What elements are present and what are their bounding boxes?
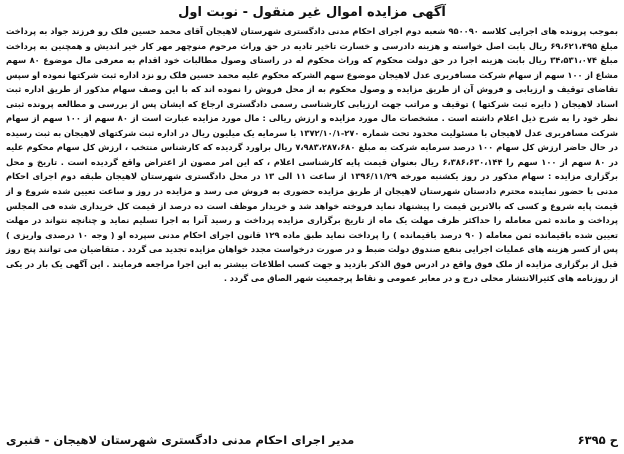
notice-code: ح ۶۳۹۵ <box>577 433 618 447</box>
notice-title: آگهی مزایده اموال غیر منقول - نوبت اول <box>178 5 446 20</box>
notice-signature: مدیر اجرای احکام مدنی دادگستری شهرستان لاهیجان - قنبری <box>6 433 355 447</box>
notice-footer <box>6 431 618 449</box>
notice-body: بموجب پرونده های اجرایی کلاسه ۹۵۰۰۹۰ شعبه دوم اجرای احکام مدنی دادگستری شهرستان لاهیجان آقای محمد حسین فلک رو فرزند جواد به پرداخت مبلغ ۶۹،۶۲۱،۴۹۵ ریال بابت اصل خواسته و هزینه دادرسی و خسارت تاخیر تادیه در حق وراث مرحوم منوچهر مهر کار خیر اندیش و همچنین به پرداخت مبلغ ۳۴،۵۳۱،۰۷۴ ریال بابت هزینه اجرا در حق دولت محکوم که وراث محکوم له در راستای وصول مطالبات خود اقدام به معرفی مال موضوع ۸۰ سهم مشاع از ۱۰۰ سهم از سهام شرکت مسافربری عدل لاهیجان موضوع سهم الشرکه محکوم علیه محمد حسین فلک رو نزد اداره ثبت شرکتها نموده او سپس تقاضای توقیف و ارزیابی و فروش آن از طریق مزایده و وصول محکوم به از محل فروش را نموده اند که با این وصف سهام مذکور از طریق اداره ثبت اسناد لاهیجان ( دایره ثبت شرکتها ) توقیف و مراتب جهت ارزیابی کارشناسی رسمی دادگستری ارجاع که ایشان پس از بررسی و مطالعه پرونده ثبتی نظر خود را به شرح ذیل اعلام داشته است . مشخصات مال مورد مزایده و ارزش ریالی : مال مورد مزایده عبارت است از ۸۰ سهم از ۱۰۰ سهم از سهام شرکت مسافربری عدل لاهیجان با مسئولیت محدود تحت شماره ۲۷۰-۱۳۷۲/۱۰/۱ با سرمایه یک میلیون ریال در اداره ثبت شرکتهای لاهیجان به ثبت رسیده در حال حاضر ارزش کل سهام ۱۰۰ درصد سرمایه شرکت به مبلغ ۷،۹۸۳،۲۸۷،۶۸۰ ریال براورد گردیده که کارشناس منتخب ، ارزش کل سهام محکوم علیه در ۸۰ سهم از ۱۰۰ سهم را ۶،۳۸۶،۶۳۰،۱۴۴ ریال بعنوان قیمت پایه کارشناسی اعلام ، که این امر مصون از اعتراض واقع گردیده است . تاریخ و محل برگزاری مزایده : سهام مذکور در روز یکشنبه مورخه ۱۳۹۶/۱۱/۲۹ از ساعت ۱۱ الی ۱۳ در محل دادگستری شهرستان لاهیجان طبقه دوم اجرای احکام مدنی با حضور نماینده محترم دادستان شهرستان لاهیجان از طریق مزایده حضوری به فروش می رسد و مزایده در روز و ساعت تعیین شده شروع و از قیمت پایه شروع و کسی که بالاترین قیمت را پیشنهاد نماید فروخته خواهد شد و خریدار موظف است ده درصد از قیمت کل خریداری شده فی المجلس پرداخت و مانده ثمن معامله را حداکثر ظرف مهلت یک ماه از تاریخ برگزاری مزایده پرداخت و رسید آنرا به اجرا تسلیم نماید و چنانچه نتواند در مهلت تعیین شده باقیمانده ثمن معامله ( ۹۰ درصد باقیمانده ) را پرداخت نماید طبق ماده ۱۲۹ قانون اجرای احکام مدنی سپرده او ( وجه ۱۰ درصدی واریزی ) پس از کسر هزینه های عملیات اجرایی بنفع صندوق دولت ضبط و در صورت درخواست مجدد خواهان مزایده تجدید می گردد . متقاضیان می توانند پنج روز قبل از برگزاری مزایده از ملک فوق واقع در ادرس فوق الذکر بازدید و جهت کسب اطلاعات بیشتر به این اجرا مراجعه فرمایند . این آگهی یک بار در یکی از روزنامه های کثیرالانتشار محلی درج و در معابر عمومی و نقاط پرجمعیت شهر الصاق می گردد . <box>5 26 619 284</box>
